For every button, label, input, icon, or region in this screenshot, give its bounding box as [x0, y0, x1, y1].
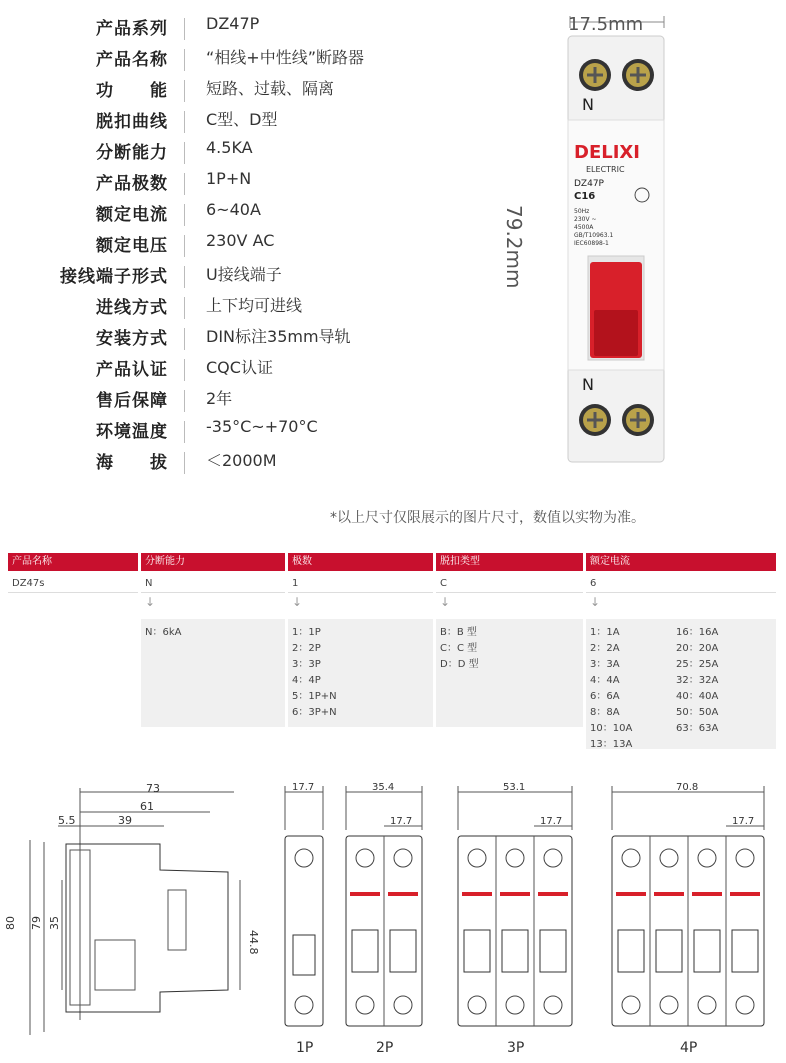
spec-divider: [184, 142, 185, 164]
svg-text:70.8: 70.8: [676, 782, 699, 793]
spec-divider: [184, 359, 185, 381]
spec-value: 2年: [206, 389, 233, 408]
spec-value: ＜2000M: [206, 451, 277, 470]
selection-header: 极数: [288, 553, 433, 571]
terminal-top-label: N: [582, 95, 594, 114]
selection-options: 1：1P 2：2P 3：3P 4：4P 5：1P+N 6：3P+N: [288, 619, 433, 727]
spec-row: [0, 386, 520, 416]
selection-code: C: [436, 575, 583, 593]
spec-label: 额定电流: [96, 205, 168, 225]
spec-row: [0, 138, 520, 168]
svg-text:44.8: 44.8: [247, 930, 260, 955]
spec-label: 脱扣曲线: [96, 112, 168, 132]
spec-label: 安装方式: [96, 329, 168, 349]
svg-text:17.7: 17.7: [732, 816, 755, 827]
spec-row: [0, 355, 520, 385]
spec-row: [0, 262, 520, 292]
selection-options: N：6kA: [141, 619, 285, 727]
spec-value: 上下均可进线: [206, 296, 303, 315]
spec-row: [0, 417, 520, 447]
svg-text:GB/T10963.1: GB/T10963.1: [574, 232, 614, 239]
svg-text:230V ~: 230V ~: [574, 216, 597, 223]
spec-divider: [184, 111, 185, 133]
svg-text:61: 61: [140, 800, 154, 813]
selection-header: 分断能力: [141, 553, 285, 571]
selection-options: B：B 型 C：C 型 D：D 型: [436, 619, 583, 727]
selection-code: N: [141, 575, 285, 593]
svg-text:4500A: 4500A: [574, 224, 594, 231]
svg-text:73: 73: [146, 782, 160, 795]
disclaimer-note: *以上尺寸仅限展示的图片尺寸，数值以实物为准。: [330, 510, 645, 526]
spec-label: 海 拔: [96, 453, 168, 473]
spec-value: 短路、过载、隔离: [206, 79, 335, 98]
spec-divider: [184, 173, 185, 195]
svg-text:50Hz: 50Hz: [574, 208, 590, 215]
spec-value: DZ47P: [206, 14, 260, 33]
svg-text:C16: C16: [574, 191, 596, 202]
svg-text:80: 80: [4, 916, 17, 930]
spec-value: U接线端子: [206, 265, 282, 284]
svg-text:17.7: 17.7: [390, 816, 413, 827]
width-dimension: 17.5mm: [568, 14, 644, 35]
svg-text:ELECTRIC: ELECTRIC: [586, 165, 625, 174]
down-arrow-icon: ↓: [440, 595, 451, 609]
spec-divider: [184, 390, 185, 412]
spec-row: [0, 14, 520, 44]
spec-value: 1P+N: [206, 169, 252, 188]
spec-divider: [184, 266, 185, 288]
pole-label: 4P: [680, 1040, 698, 1056]
svg-text:39: 39: [118, 814, 132, 827]
spec-value: 6~40A: [206, 200, 261, 219]
spec-value: -35°C~+70°C: [206, 417, 318, 436]
spec-value: “相线+中性线”断路器: [206, 48, 364, 67]
spec-label: 产品名称: [96, 50, 168, 70]
spec-row: [0, 231, 520, 261]
spec-row: [0, 324, 520, 354]
spec-value: CQC认证: [206, 358, 273, 377]
svg-text:79: 79: [30, 916, 43, 930]
spec-label: 分断能力: [96, 143, 168, 163]
spec-divider: [184, 297, 185, 319]
spec-label: 产品认证: [96, 360, 168, 380]
spec-label: 环境温度: [96, 422, 168, 442]
spec-row: [0, 200, 520, 230]
spec-divider: [184, 421, 185, 443]
breaker-illustration: [560, 0, 780, 470]
brand-logo: DELIXI: [574, 142, 640, 163]
svg-text:DZ47P: DZ47P: [574, 179, 604, 189]
spec-divider: [184, 49, 185, 71]
spec-row: [0, 448, 520, 478]
down-arrow-icon: ↓: [145, 595, 156, 609]
svg-text:35.4: 35.4: [372, 782, 395, 793]
spec-label: 功 能: [96, 81, 168, 101]
spec-row: [0, 76, 520, 106]
spec-row: [0, 293, 520, 323]
terminal-bottom-label: N: [582, 375, 594, 394]
svg-text:IEC60898-1: IEC60898-1: [574, 240, 609, 247]
spec-row: [0, 107, 520, 137]
spec-label: 售后保障: [96, 391, 168, 411]
spec-label: 接线端子形式: [60, 267, 168, 287]
spec-label: 额定电压: [96, 236, 168, 256]
down-arrow-icon: ↓: [590, 595, 601, 609]
height-dimension: 79.2mm: [502, 205, 526, 289]
svg-text:17.7: 17.7: [540, 816, 563, 827]
product-image: [560, 0, 780, 470]
pole-label: 1P: [296, 1040, 314, 1056]
spec-label: 产品系列: [96, 19, 168, 39]
spec-divider: [184, 235, 185, 257]
spec-label: 进线方式: [96, 298, 168, 318]
down-arrow-icon: ↓: [292, 595, 303, 609]
dimension-drawing: [0, 780, 786, 1059]
spec-value: 230V AC: [206, 231, 275, 250]
selection-header: 产品名称: [8, 553, 138, 571]
spec-divider: [184, 80, 185, 102]
pole-label: 2P: [376, 1040, 394, 1056]
spec-divider: [184, 328, 185, 350]
selection-options: 1：1A 2：2A 3：3A 4：4A 6：6A 8：8A 10：10A 13：13A 16：16A 20：20A 25：25A 32：32A 40：40A 50：50A 63：63A: [586, 619, 776, 749]
svg-text:53.1: 53.1: [503, 782, 526, 793]
spec-divider: [184, 452, 185, 474]
selection-header: 脱扣类型: [436, 553, 583, 571]
selection-code: DZ47s: [8, 575, 138, 593]
pole-label: 3P: [507, 1040, 525, 1056]
svg-text:35: 35: [48, 916, 61, 930]
selection-header: 额定电流: [586, 553, 776, 571]
spec-label: 产品极数: [96, 174, 168, 194]
spec-value: C型、D型: [206, 110, 278, 129]
selection-code: 1: [288, 575, 433, 593]
spec-value: 4.5KA: [206, 138, 253, 157]
spec-row: [0, 45, 520, 75]
selection-code: 6: [586, 575, 776, 593]
spec-divider: [184, 18, 185, 40]
spec-row: [0, 169, 520, 199]
spec-value: DIN标注35mm导轨: [206, 327, 351, 346]
svg-text:17.7: 17.7: [292, 782, 315, 793]
spec-divider: [184, 204, 185, 226]
svg-text:5.5: 5.5: [58, 814, 76, 827]
